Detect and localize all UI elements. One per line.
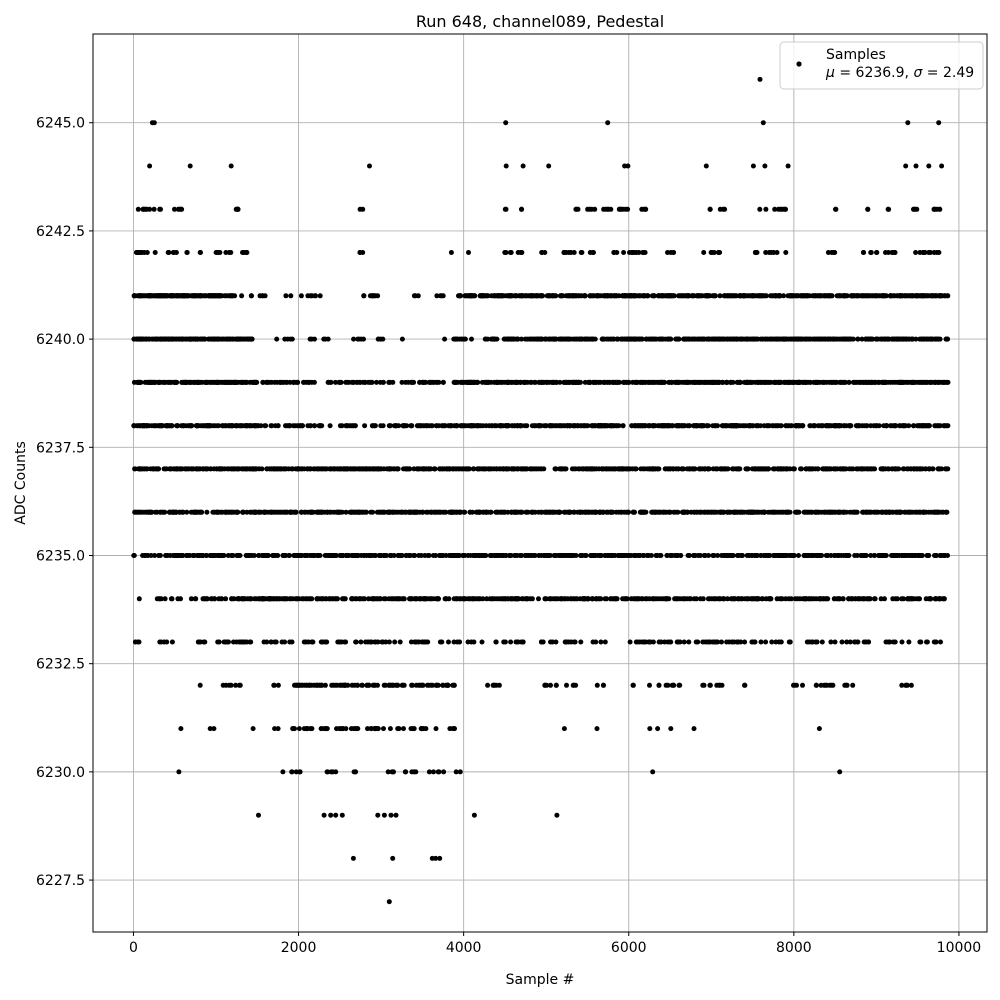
x-tick-label: 2000: [280, 940, 317, 956]
legend-marker-icon: [796, 61, 801, 66]
sigma-symbol: σ: [913, 65, 923, 81]
y-tick-label: 6230.0: [36, 764, 85, 781]
y-tick-label: 6227.5: [36, 873, 85, 890]
y-tick-label: 6237.5: [36, 440, 85, 457]
mu-symbol: μ: [826, 65, 835, 81]
x-tick-label: 4000: [445, 940, 482, 956]
plot-area: [93, 34, 987, 932]
y-tick-label: 6235.0: [36, 548, 85, 565]
legend-title: Samples: [826, 47, 886, 63]
mu-value: = 6236.9,: [834, 65, 914, 81]
legend: [780, 42, 983, 89]
x-tick-label: 0: [128, 940, 138, 956]
chart-title: Run 648, channel089, Pedestal: [415, 12, 665, 31]
sigma-value: = 2.49: [922, 65, 975, 81]
x-tick-label: 6000: [610, 940, 647, 956]
y-tick-label: 6232.5: [36, 656, 85, 673]
x-axis-label: Sample #: [505, 972, 575, 988]
y-tick-label: 6245.0: [36, 115, 85, 132]
legend-stats-label: [825, 65, 974, 81]
y-tick-label: 6240.0: [36, 332, 85, 349]
y-axis-label: ADC Counts: [13, 441, 29, 525]
y-tick-label: 6242.5: [36, 223, 85, 240]
x-tick-label: 10000: [936, 940, 982, 956]
x-tick-label: 8000: [776, 940, 812, 956]
